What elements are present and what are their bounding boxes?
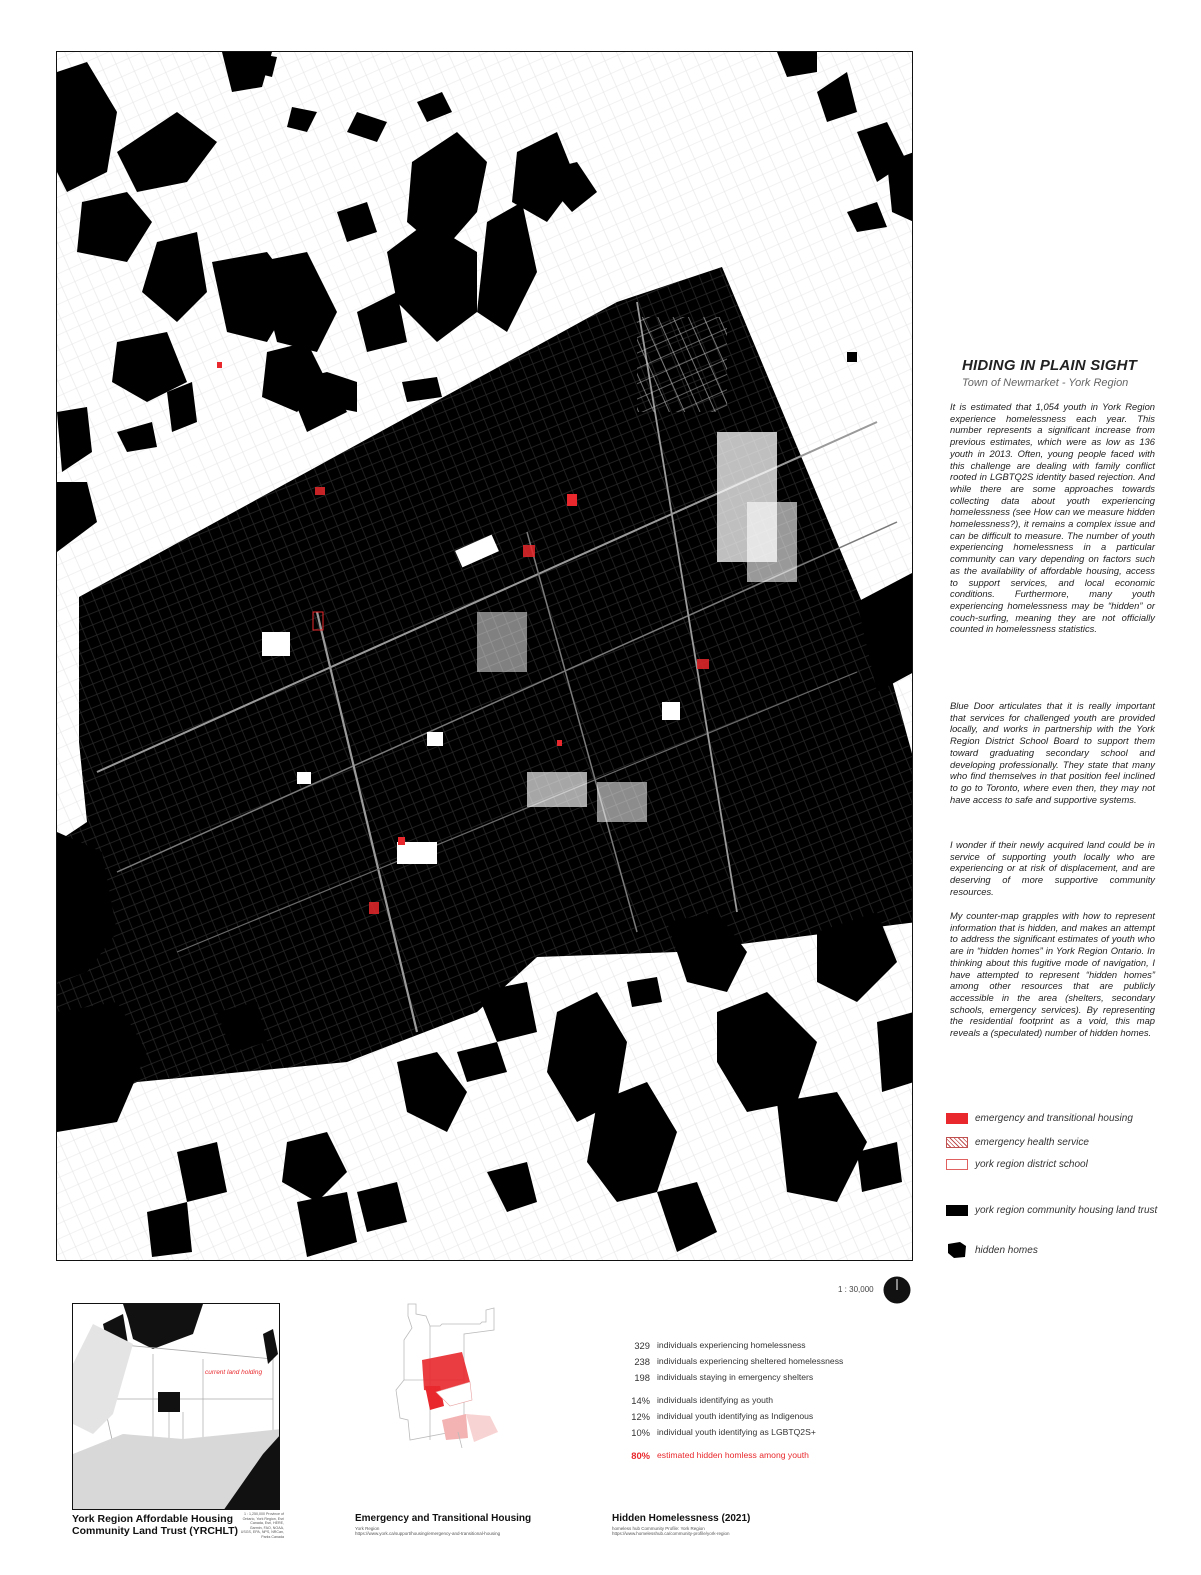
inset2-title: Emergency and Transitional Housing	[355, 1513, 532, 1524]
inset1-title	[72, 1513, 238, 1537]
legend-label: york region district school	[975, 1159, 1088, 1170]
stat-value: 238	[634, 1356, 650, 1367]
stat-row-highlight	[600, 1450, 900, 1461]
legend-swatch-outline	[946, 1159, 968, 1170]
stat-row	[600, 1340, 900, 1351]
north-arrow-icon	[883, 1276, 911, 1304]
stat-label: individuals experiencing sheltered homelessness	[657, 1356, 844, 1366]
legend-label: emergency and transitional housing	[975, 1113, 1133, 1124]
stat-row	[600, 1411, 900, 1422]
description-paragraph: It is estimated that 1,054 youth in York Region experience homelessness each year. This number represents a significant increase from previous estimates, which were as low as 136 youth in 2013. Often, young people faced with this challenge are dealing with family conflict rooted in LGBTQ2S identity based rejection. And while there are some approaches towards collecting data about youth experiencing homelessness (see How can we measure hidden homelessness?), it remains a complex issue and can be difficult to measure. The number of youth experiencing homelessness in a particular community can vary depending on factors such as the availability of affordable housing, access to support services, and local economic conditions. Furthermore, many youth experiencing homelessness may be “hidden” or couch-surfing, meaning they are not officially counted in homelessness statistics.	[950, 401, 1155, 635]
stat-label: individuals identifying as youth	[657, 1395, 774, 1405]
emergency-housing-inset	[370, 1300, 520, 1450]
inset1-title-line: Community Land Trust (YRCHLT)	[72, 1525, 239, 1537]
stat-value: 329	[634, 1340, 650, 1351]
map-subtitle: Town of Newmarket - York Region	[962, 377, 1129, 389]
stat-label: individual youth identifying as LGBTQ2S+	[657, 1427, 816, 1437]
legend-label: emergency health service	[975, 1137, 1089, 1148]
legend-label: york region community housing land trust	[975, 1205, 1158, 1216]
stat-value: 10%	[631, 1427, 650, 1438]
main-map	[56, 51, 913, 1261]
inset1-credits: 1 : 1,250,000 Province of Ontario, York Region, Esri Canada, Esri, HERE, Garmin, FAO, NOAA, USGS, EPA, NPS, NRCan, Parks Canada	[240, 1512, 284, 1539]
stat-value: 12%	[631, 1411, 650, 1422]
stat-label: individual youth identifying as Indigenous	[657, 1411, 814, 1421]
stat-row	[600, 1372, 900, 1383]
legend-item-school	[946, 1159, 1088, 1170]
region-fill-low	[442, 1414, 468, 1440]
stat-label: individuals staying in emergency shelters	[657, 1372, 814, 1382]
stats-source: homeless hub Community Profile: York Region	[612, 1526, 705, 1531]
legend-item-hidden-homes	[946, 1241, 1038, 1259]
stat-row	[600, 1395, 900, 1406]
current-land-label: current land holding	[205, 1369, 263, 1376]
stat-row	[600, 1356, 900, 1367]
inset2-source-url[interactable]: https://www.york.ca/support/housing/emergency-and-transitional-housing	[355, 1531, 501, 1536]
legend-swatch-red	[946, 1113, 968, 1124]
map-title: HIDING IN PLAIN SIGHT	[962, 357, 1138, 374]
description-paragraph: My counter-map grapples with how to represent information that is hidden, and makes an attempt to address the significant estimates of youth who are in “hidden homes” in York Region Ontario. In thinking about this fugitive mode of navigation, I have attempted to represent “hidden homes” among other resources that are publicly accessible in the area (shelters, secondary schools, emergency services). By representing the residential footprint as a void, this map reveals a (speculated) number of hidden homes.	[950, 910, 1155, 1039]
stat-value: 14%	[631, 1395, 650, 1406]
stat-value: 198	[634, 1372, 650, 1383]
legend-item-health-service	[946, 1137, 1089, 1148]
stat-value: 80%	[631, 1450, 650, 1461]
blob-icon	[946, 1241, 968, 1259]
legend-swatch-hatch	[946, 1137, 968, 1148]
inset1-title-line: York Region Affordable Housing	[72, 1513, 234, 1525]
description-paragraph: I wonder if their newly acquired land could be in service of supporting youth locally who are experiencing or at risk of displacement, and are deserving of more supportive community resources.	[950, 839, 1155, 897]
map-canvas	[57, 52, 913, 1261]
legend-swatch-black	[946, 1205, 968, 1216]
scale-label: 1 : 30,000	[838, 1285, 874, 1294]
region-fill-lowest	[466, 1414, 498, 1442]
legend-item-emergency-housing	[946, 1113, 1133, 1124]
legend-item-land-trust	[946, 1205, 1157, 1216]
stat-label: individuals experiencing homelessness	[657, 1340, 806, 1350]
regional-map-canvas	[73, 1304, 280, 1510]
regional-inset-map	[72, 1303, 280, 1510]
description-paragraph: Blue Door articulates that it is really important that services for challenged youth are provided locally, and works in partnership with the York Region District School Board to support them toward graduating secondary school and developing professionally. They state that many who find themselves in that position feel inclined to go to Toronto, where even then, they may not have access to safe and supportive systems.	[950, 700, 1155, 805]
legend-label: hidden homes	[975, 1244, 1038, 1256]
stat-row	[600, 1427, 900, 1438]
inset2-source: York Region	[355, 1526, 380, 1531]
stats-title: Hidden Homelessness (2021)	[612, 1513, 751, 1524]
stats-source-url[interactable]: https://www.homelesshub.ca/community-profile/york-region	[612, 1531, 730, 1536]
stat-label: estimated hidden homless among youth	[657, 1450, 809, 1460]
